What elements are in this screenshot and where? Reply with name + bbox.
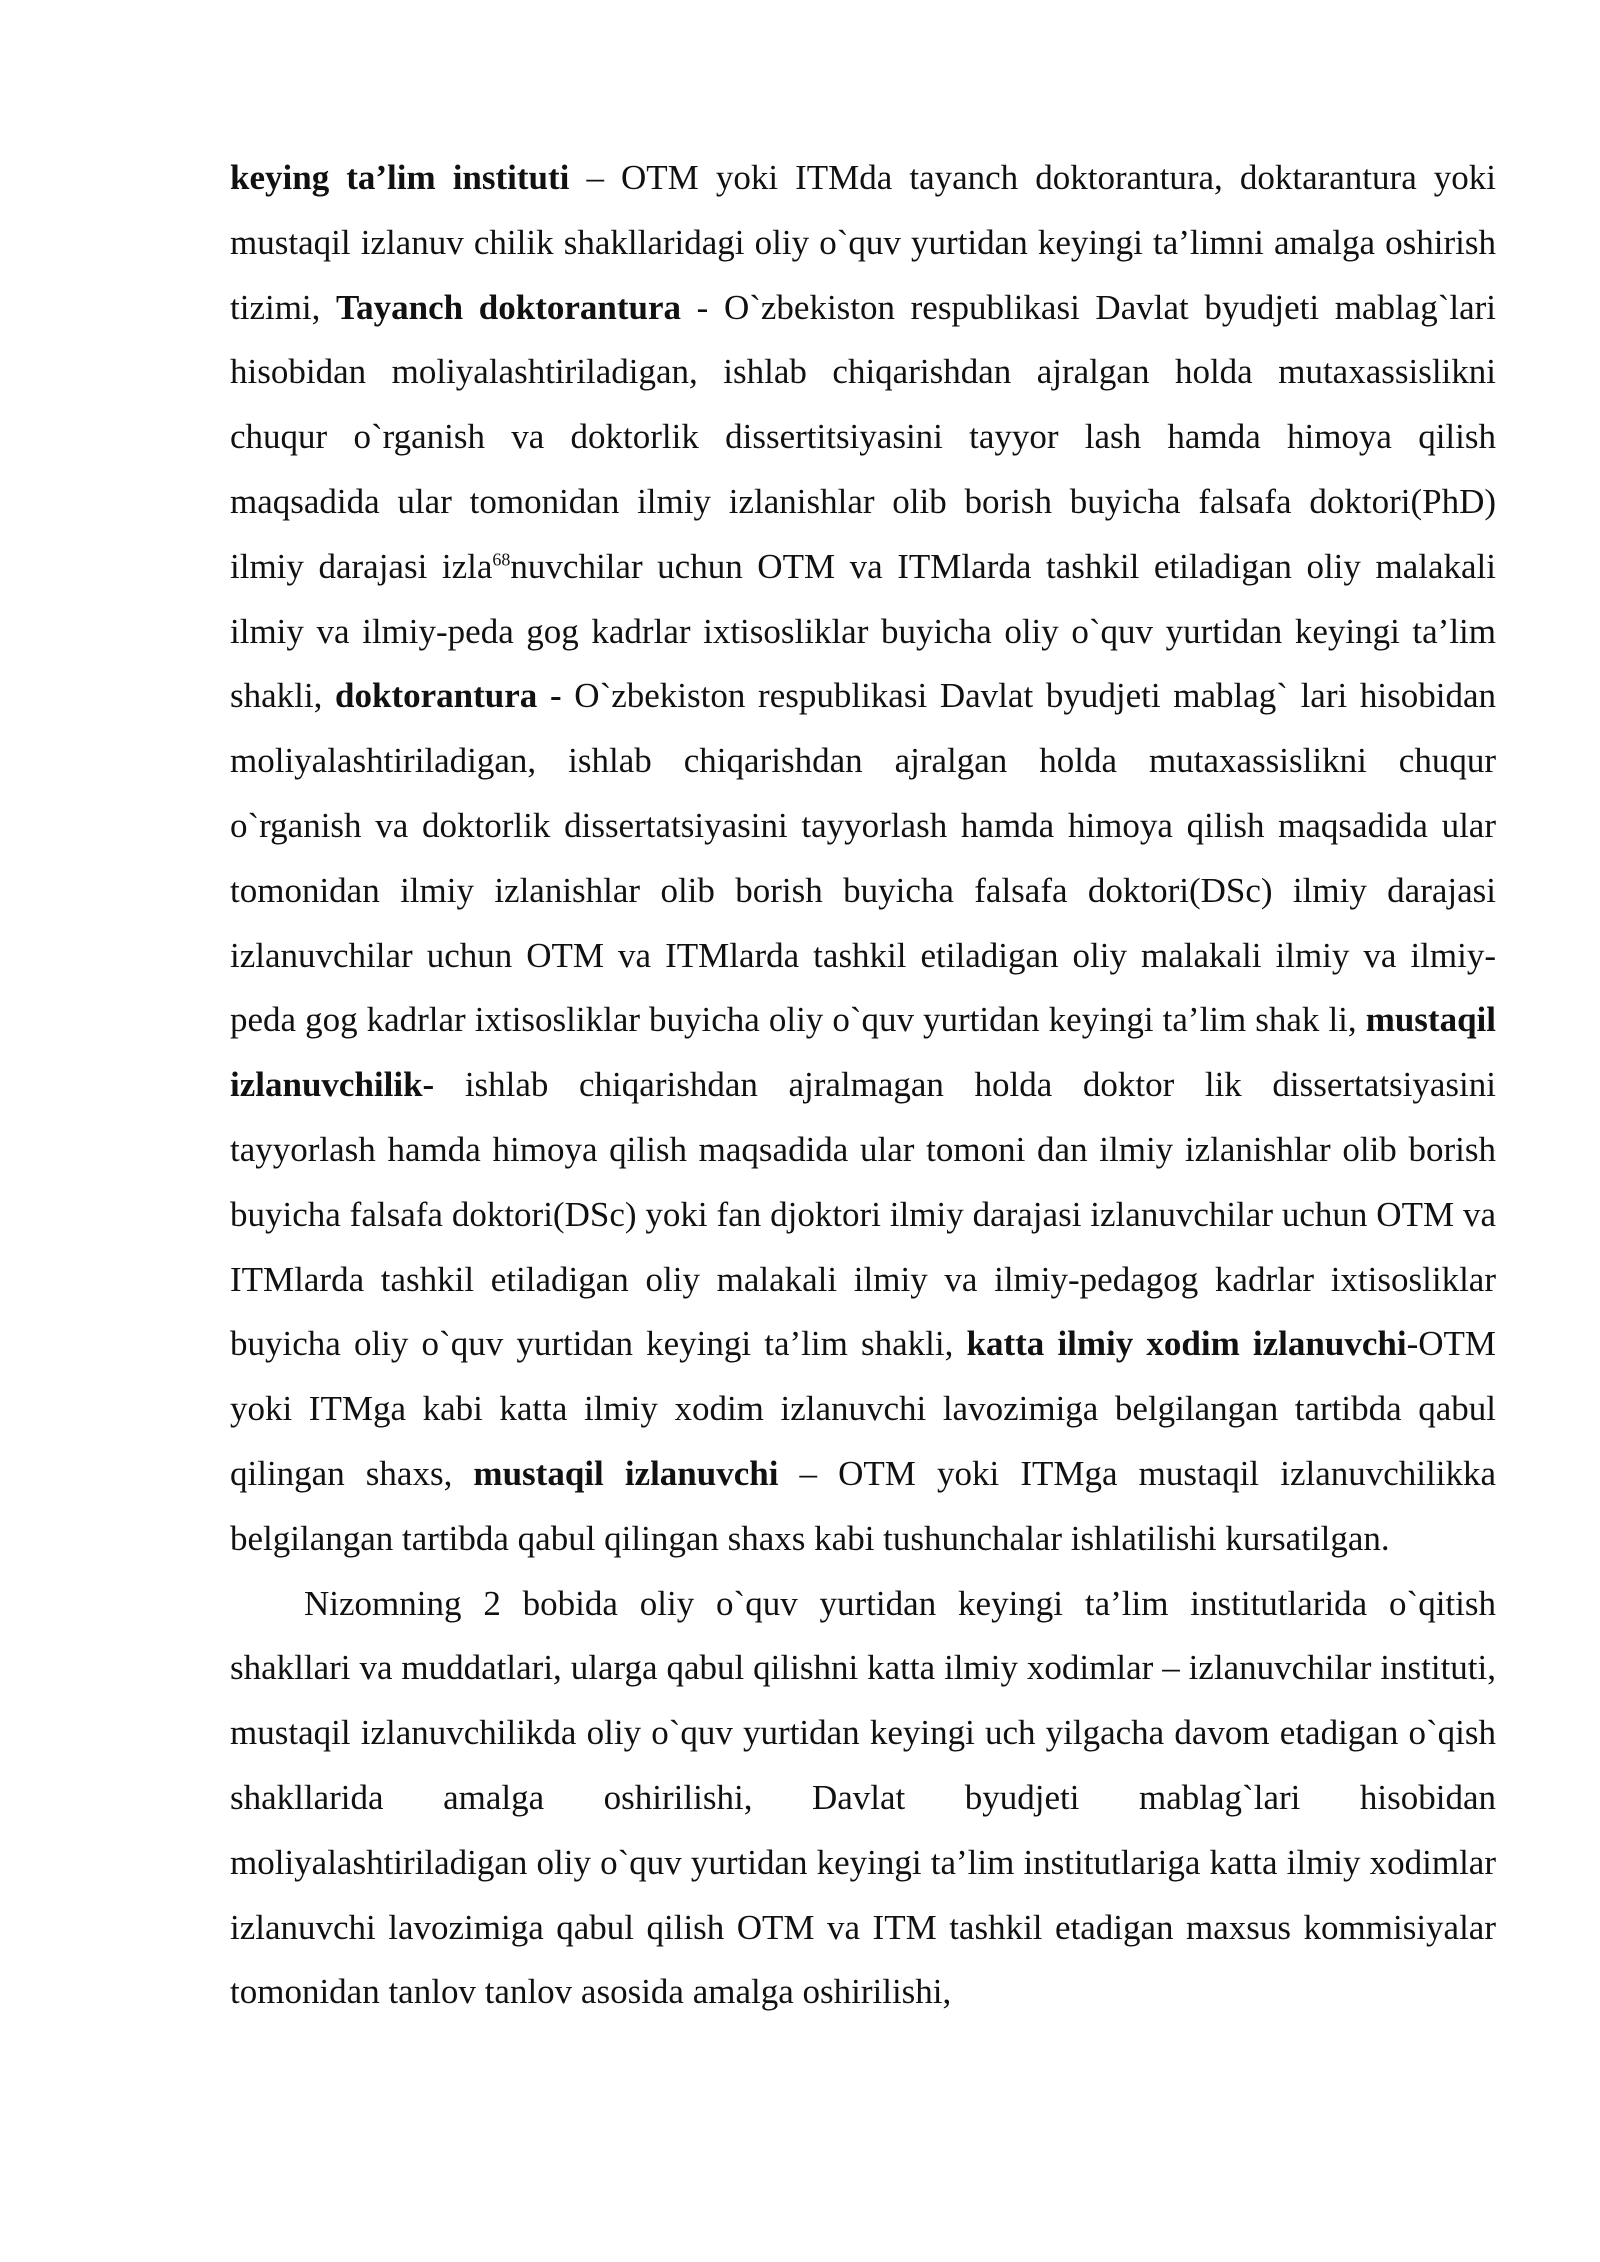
paragraph-nizom-chapter-2: Nizomning 2 bobida oliy o`quv yurtidan keyingi ta’lim institutlarida o`qitish shakllari va muddatlari, ularga qabul qilishni katta ilmiy xodimlar – izlanuvchilar instituti, mustaqil izlanuvchilikda oliy o`quv yurtidan keyingi uch yilgacha davom etadigan o`qish shakllarida amalga oshirilishi, Davlat byudjeti mablag`lari hisobidan moliyalashtiriladigan oliy o`quv yurtidan keyingi ta’lim institutlariga katta ilmiy xodimlar izlanuvchi lavozimiga qabul qilish OTM va ITM tashkil etadigan maxsus kommisiyalar tomonidan tanlov tanlov asosida amalga oshirilishi, — [230, 1583, 1496, 2012]
term-mustaqil-izlanuvchilik: mustaqil izlanuvchilik- — [230, 1000, 1496, 1105]
definition-text: nuvchilar uchun OTM va ITMlarda tashkil etiladigan oliy malakali ilmiy va ilmiy-peda gog kadrlar ixtisosliklar buyicha oliy o`quv yurtidan keyingi ta’lim shakli, — [230, 546, 1496, 716]
definition-text: – OTM yoki ITMga mustaqil izlanuvchilikka belgilangan tartibda qabul qilingan shaxs kabi tushunchalar ishlatilishi kursatilgan. — [230, 1453, 1497, 1558]
definition-text: ishlab chiqarishdan ajralmagan holda doktor lik dissertatsiyasini tayyorlash hamda himoya qilish maqsadida ular tomoni dan ilmiy izlanishlar olib borish buyicha falsafa doktori(DSc) yoki fan djoktori ilmiy darajasi izlanuvchilar uchun OTM va ITMlarda tashkil etiladigan oliy malakali ilmiy va ilmiy-pedagog kadrlar ixtisosliklar buyicha oliy o`quv yurtidan keyingi ta’lim shakli, — [230, 1065, 1496, 1364]
definition-text: -OTM yoki ITMga kabi katta ilmiy xodim izlanuvchi lavozimiga belgilangan tartibda qabul qilingan shaxs, — [230, 1324, 1496, 1493]
definition-text: – OTM yoki ITMda tayanch doktorantura, doktarantura yoki mustaqil izlanuv chilik shakllaridagi oliy o`quv yurtidan keyingi ta’limni amalga oshirish tizimi, — [230, 158, 1497, 327]
term-mustaqil-izlanuvchi: mustaqil izlanuvchi — [473, 1453, 779, 1493]
definition-text: O`zbekiston respublikasi Davlat byudjeti mablag` lari hisobidan moliyalashtiriladigan, ishlab chiqarishdan ajralgan holda mutaxassislikni chuqur o`rganish va doktorlik dissertatsiyasini tayyorlash hamda himoya qilish maqsadida ular tomonidan ilmiy izlanishlar olib borish buyicha falsafa doktori(DSc) ilmiy darajasi izlanuvchilar uchun OTM va ITMlarda tashkil etiladigan oliy malakali ilmiy va ilmiy-peda gog kadrlar ixtisosliklar buyicha oliy o`quv yurtidan keyingi ta’lim shak li, — [230, 676, 1496, 1040]
term-keying-talim-instituti: keying ta’lim instituti — [230, 158, 570, 197]
paragraph-definitions — [230, 146, 1496, 1572]
document-page — [230, 146, 1496, 2025]
footnote-marker: 68 — [492, 549, 511, 570]
term-doktorantura: doktorantura - — [335, 676, 562, 716]
term-katta-ilmiy-xodim-izlanuvchi: katta ilmiy xodim izlanuvchi — [966, 1324, 1407, 1364]
definition-text: - O`zbekiston respublikasi Davlat byudjeti mablag`lari hisobidan moliyalashtiriladigan, ishlab chiqarishdan ajralgan holda mutaxassislikni chuqur o`rganish va doktorlik dissertitsiyasini tayyor lash hamda himoya qilish maqsadida ular tomonidan ilmiy izlanishlar olib borish buyicha falsafa doktori(PhD) ilmiy darajasi izla — [230, 287, 1497, 586]
term-tayanch-doktorantura: Tayanch doktorantura — [336, 287, 682, 327]
